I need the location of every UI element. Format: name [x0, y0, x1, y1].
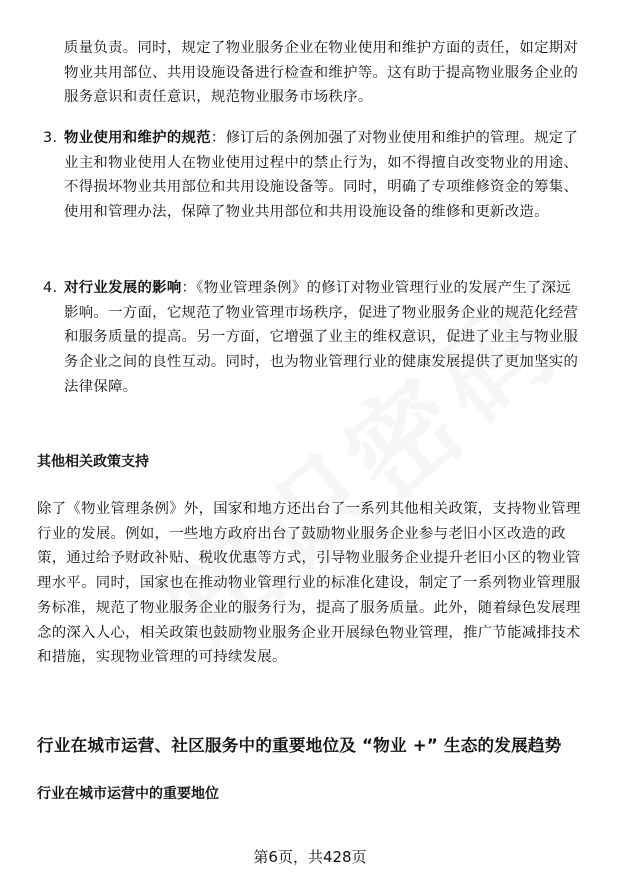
page-footer: 第6页，共428页 — [253, 848, 367, 866]
subsection-heading: 行业在城市运营中的重要地位 — [37, 786, 219, 802]
list-item-title: 物业使用和维护的规范 — [64, 130, 211, 146]
list-item-4 — [43, 276, 584, 400]
section-heading: 行业在城市运营、社区服务中的重要地位及 “物业 +” 生态的发展趋势 — [37, 736, 562, 755]
other-policy-heading: 其他相关政策支持 — [37, 454, 149, 470]
list-item-text: ：修订后的条例加强了对物业使用和维护的管理。规定了业主和物业使用人在物业使用过程中的禁止行为，如不得擅自改变物业的用途、不得损坏物业共用部位和共用设施设备等。同时，明确了专项维修资金的筹集、使用和管理办法，保障了物业共用部位和共用设施设备的维修和更新改造。 — [64, 130, 579, 221]
list-number: 4. — [43, 280, 58, 296]
list-number: 3. — [43, 130, 58, 146]
list-item-title: 对行业发展的影响 — [64, 280, 182, 296]
list-item-3 — [43, 126, 584, 225]
list-item-text: ：《物业管理条例》的修订对物业管理行业的发展产生了深远影响。一方面，它规范了物业管理市场秩序，促进了物业服务企业的规范化经营和服务质量的提高。另一方面，它增强了业主的维权意识，促进了业主与物业服务企业之间的良性互动。同时，也为物业管理行业的健康发展提供了更加坚实的法律保障。 — [64, 280, 579, 395]
other-policy-paragraph: 除了《物业管理条例》外，国家和地方还出台了一系列其他相关政策，支持物业管理行业的发展。例如，一些地方政府出台了鼓励物业服务企业参与老旧小区改造的政策，通过给予财政补贴、税收优惠等方式，引导物业服务企业提升老旧小区的物业管理水平。同时，国家也在推动物业管理行业的标准化建设，制定了一系列物业管理服务标准，规范了物业服务企业的服务行为，提高了服务质量。此外，随着绿色发展理念的深入人心，相关政策也鼓励物业服务企业开展绿色物业管理，推广节能减排技术和措施，实现物业管理的可持续发展。 — [37, 501, 581, 666]
continuation-paragraph: 质量负责。同时，规定了物业服务企业在物业使用和维护方面的责任，如定期对物业共用部位、共用设施设备进行检查和维护等。这有助于提高物业服务企业的服务意识和责任意识，规范物业服务市场秩序。 — [64, 40, 579, 106]
